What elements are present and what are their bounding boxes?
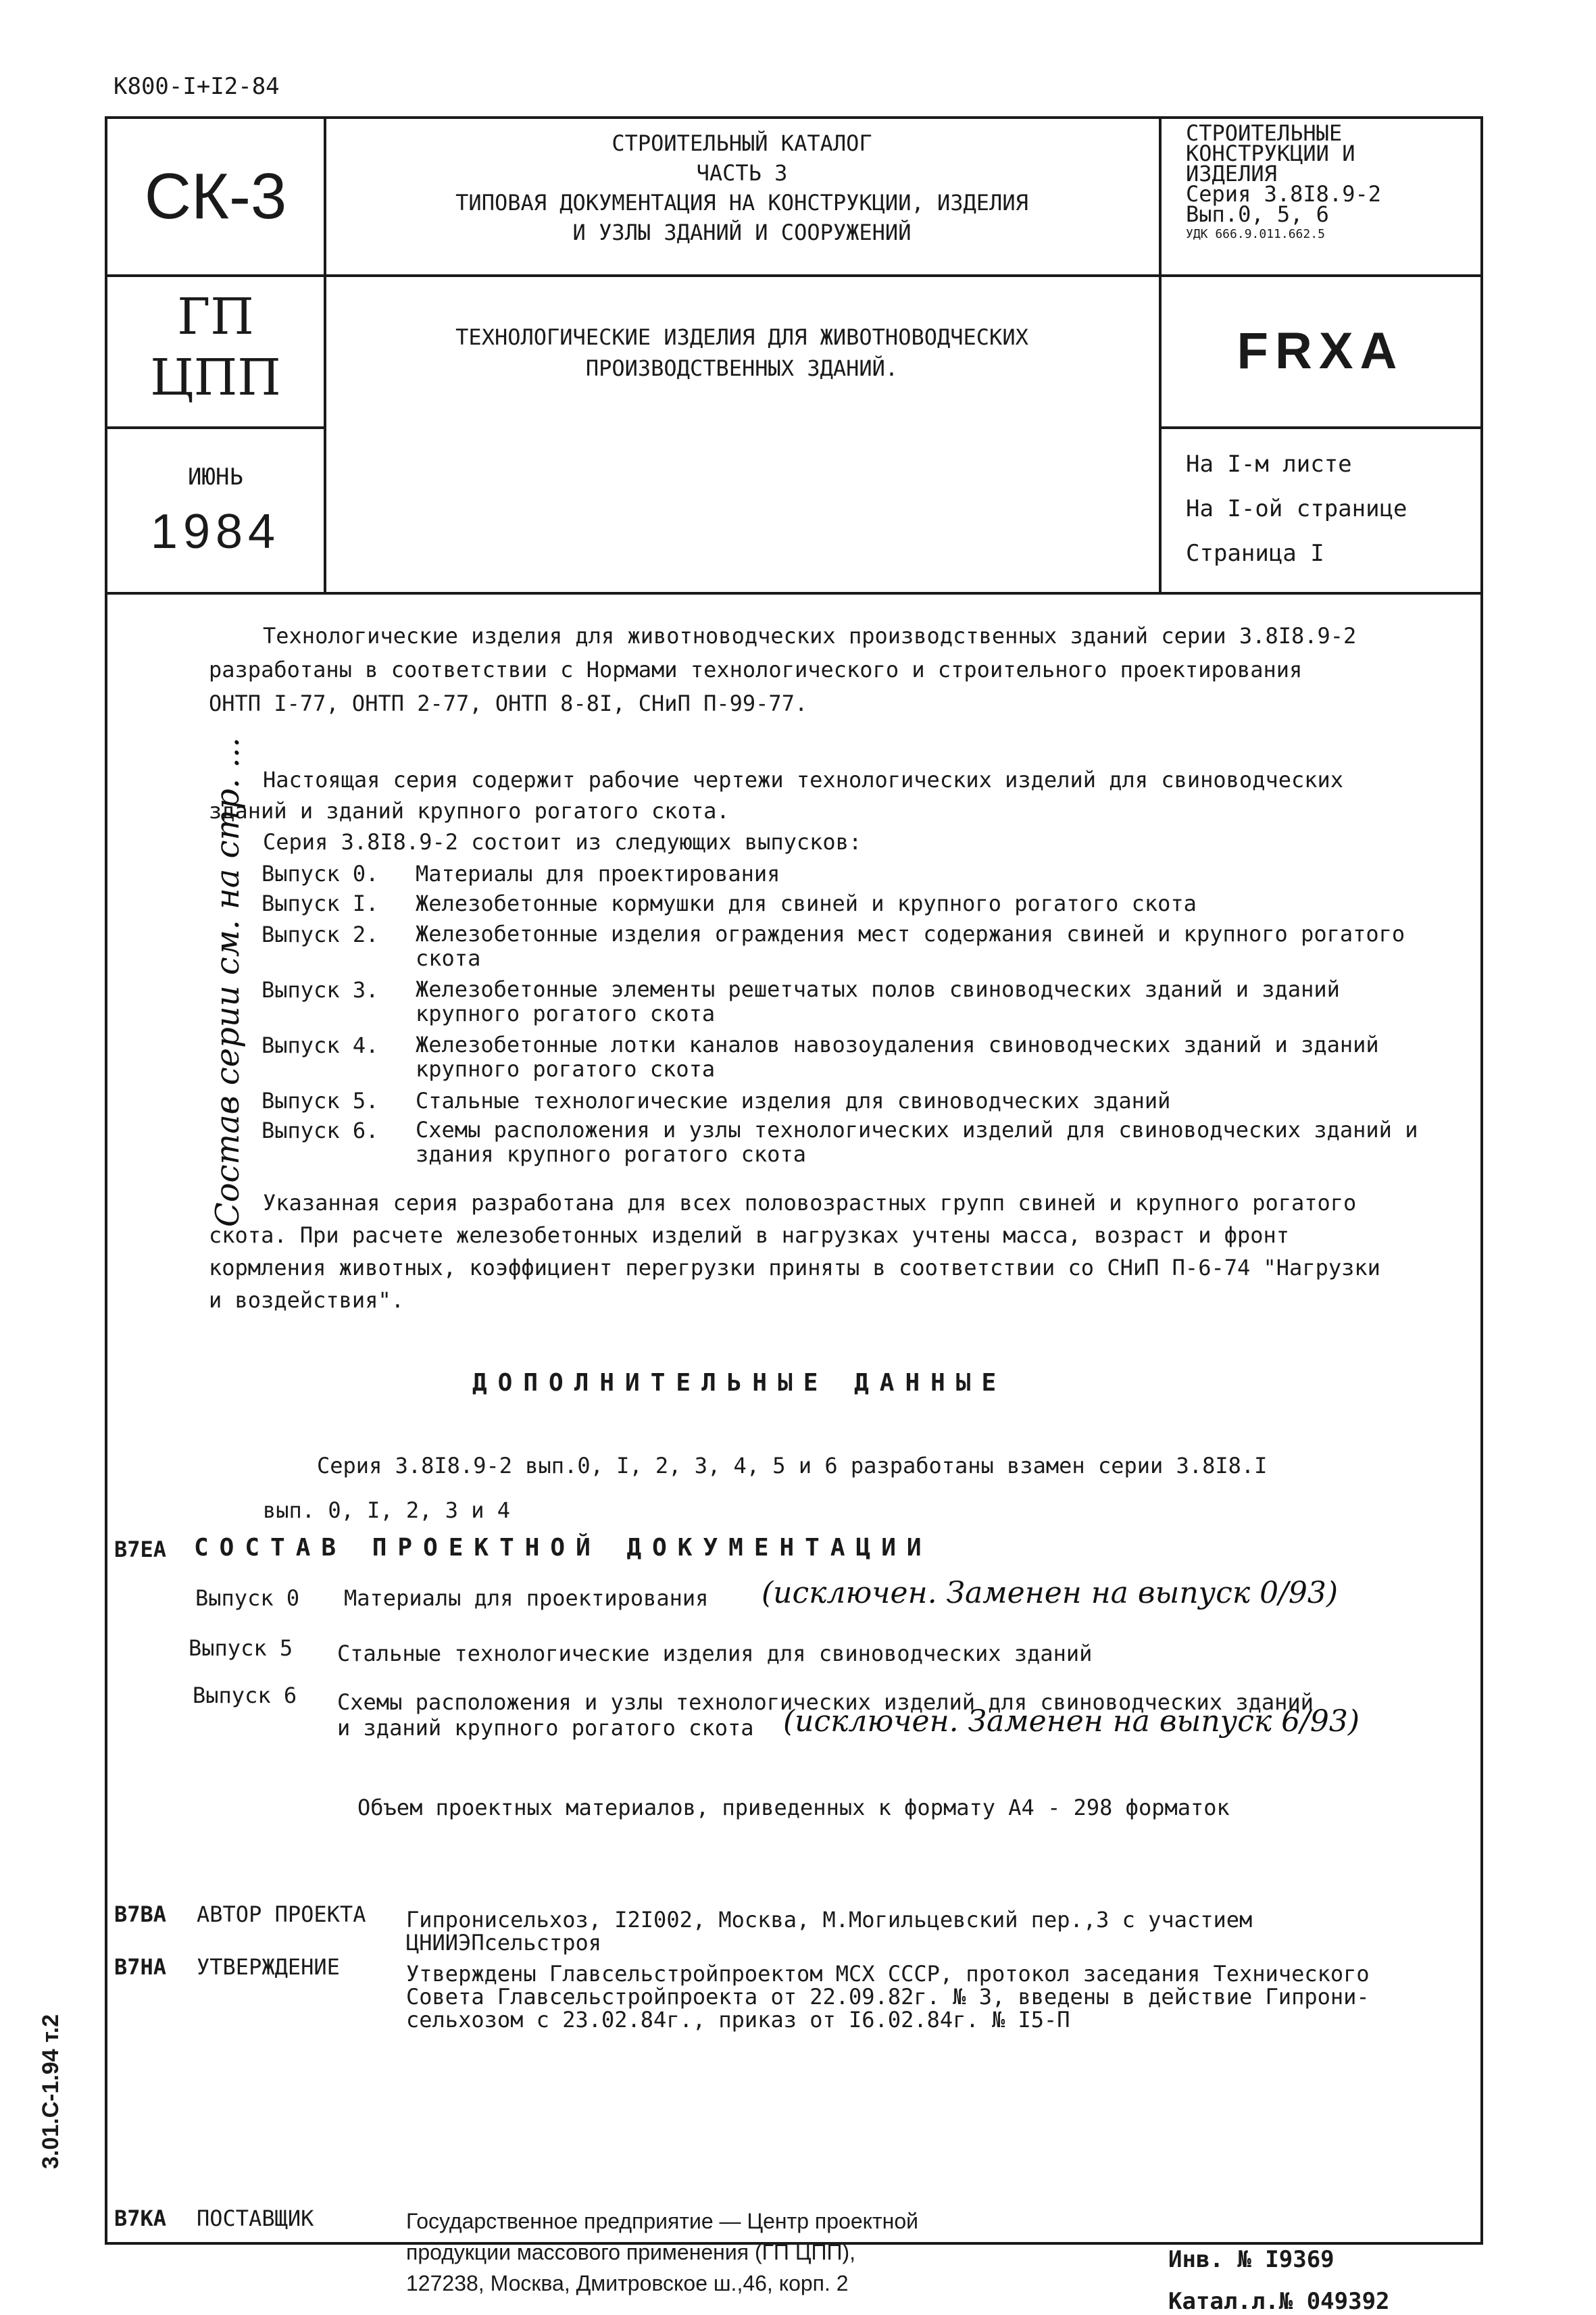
note-line: кормления животных, коэффициент перегрузки приняты в соответствии со СНиП П-6-74 "Нагрузки — [209, 1255, 1380, 1280]
approval-line: Утверждены Главсельстройпроектом МСХ СССР, протокол заседания Технического — [406, 1961, 1370, 1987]
approval-text — [406, 1962, 1467, 2031]
cpp-label: ЦПП — [150, 349, 281, 407]
series-intro — [209, 764, 1479, 857]
supplier-code: В7КА — [114, 2206, 167, 2231]
document-frame — [105, 116, 1483, 2315]
note-line: и воздействия". — [209, 1287, 404, 1313]
author-line: Гипронисельхоз, I2I002, Москва, М.Могильцевский пер.,3 с участием — [406, 1907, 1253, 1933]
composition-handwritten-note: (исключен. Заменен на выпуск 6/93) — [783, 1704, 1360, 1739]
series-intro-line: зданий и зданий крупного рогатого скота. — [209, 798, 730, 824]
supplier-label: ПОСТАВЩИК — [197, 2206, 314, 2231]
author-line: ЦНИИЭПсельстроя — [406, 1930, 601, 1956]
issue-text: Железобетонные изделия ограждения мест содержания свиней и крупного рогатого скота — [416, 921, 1405, 971]
composition-text: Стальные технологические изделия для свиноводческих зданий — [337, 1641, 1093, 1666]
additional-line: вып. 0, I, 2, 3 и 4 — [263, 1497, 511, 1523]
series-intro-line: Настоящая серия содержит рабочие чертежи технологических изделий для свиноводческих — [263, 767, 1344, 793]
composition-label: Выпуск 5 — [189, 1635, 293, 1661]
issue-label: Выпуск I. — [261, 891, 379, 916]
composition-heading: СОСТАВ ПРОЕКТНОЙ ДОКУМЕНТАЦИИ — [194, 1534, 932, 1562]
gp-cpp-block — [107, 287, 324, 408]
issue-label: Выпуск 6. — [261, 1118, 379, 1143]
udk-line: УДК 666.9.011.662.5 — [1186, 227, 1325, 241]
intro-line: ОНТП I-77, ОНТП 2-77, ОНТП 8-8I, СНиП П-99-77. — [209, 691, 808, 716]
issue-label: Выпуск 0. — [261, 861, 379, 887]
side-code: 3.01.С-1.94 т.2 — [38, 2014, 64, 2169]
series-block — [1186, 120, 1470, 245]
supplier-text — [406, 2206, 1082, 2299]
title-line: ТЕХНОЛОГИЧЕСКИЕ ИЗДЕЛИЯ ДЛЯ ЖИВОТНОВОДЧЕСКИХ — [455, 324, 1028, 350]
composition-code: В7ЕА — [114, 1537, 167, 1562]
supplier-line: продукции массового применения (ГП ЦПП), — [406, 2240, 856, 2264]
approval-code: В7НА — [114, 1954, 167, 1980]
issue-label: Выпуск 3. — [261, 977, 379, 1003]
issue-label: Выпуск 4. — [261, 1032, 379, 1058]
issue-text: Стальные технологические изделия для свиноводческих зданий — [416, 1088, 1171, 1114]
additional-line: Серия 3.8I8.9-2 вып.0, I, 2, 3, 4, 5 и 6 разработаны взамен серии 3.8I8.I — [317, 1453, 1268, 1478]
composition-label: Выпуск 0 — [195, 1585, 300, 1611]
supplier-line: Государственное предприятие — Центр проектной — [406, 2209, 918, 2233]
frxa-code: FRXA — [1237, 322, 1404, 380]
sheet-line: Страница I — [1186, 540, 1324, 567]
issue-label: Выпуск 5. — [261, 1088, 379, 1114]
composition-text: Схемы расположения и узлы технологических изделий для свиноводческих зданий — [337, 1689, 1314, 1715]
header-row-line-1 — [107, 274, 1480, 277]
intro-line: разработаны в соответствии с Нормами технологического и строительного проектирования — [209, 657, 1303, 682]
inventory-number: Инв. № I9369 — [1168, 2246, 1335, 2273]
catalog-line: ТИПОВАЯ ДОКУМЕНТАЦИЯ НА КОНСТРУКЦИИ, ИЗДЕЛИЯ — [455, 190, 1028, 216]
sheet-line: На I-ой странице — [1186, 495, 1407, 522]
composition-text: Материалы для проектирования — [344, 1585, 709, 1611]
composition-text-cont: и зданий крупного рогатого скота — [337, 1715, 754, 1741]
catalog-sheet-number: Катал.л.№ 049392 — [1168, 2288, 1390, 2315]
supplier-line: 127238, Москва, Дмитровское ш.,46, корп. 2 — [406, 2271, 849, 2295]
issue-text: Железобетонные кормушки для свиней и крупного рогатого скота — [416, 891, 1197, 916]
series-line: КОНСТРУКЦИИ И — [1186, 141, 1355, 166]
composition-list — [189, 1576, 1466, 1815]
note-paragraph — [209, 1187, 1479, 1316]
header-row-line-2b — [1159, 426, 1480, 429]
catalog-line: И УЗЛЫ ЗДАНИЙ И СООРУЖЕНИЙ — [572, 220, 912, 245]
document-title — [326, 322, 1157, 384]
header-bottom-line — [107, 592, 1480, 595]
sheet-info — [1186, 442, 1407, 576]
author-code: В7ВА — [114, 1901, 167, 1927]
document-code: К800-I+I2-84 — [114, 73, 280, 100]
approval-line: сельхозом с 23.02.84г., приказ от I6.02.84г. № I5-П — [406, 2007, 1070, 2033]
series-line: СТРОИТЕЛЬНЫЕ — [1186, 120, 1343, 146]
catalog-block — [326, 128, 1157, 247]
handwritten-side-note: Состав серии см. на стр. ... — [209, 737, 247, 1227]
year-label: 1984 — [150, 505, 281, 559]
composition-handwritten-note: (исключен. Заменен на выпуск 0/93) — [762, 1576, 1339, 1610]
catalog-line: ЧАСТЬ 3 — [696, 160, 788, 186]
ck-label: СК-3 — [144, 160, 287, 232]
series-intro-line: Серия 3.8I8.9-2 состоит из следующих выпусков: — [263, 829, 862, 855]
author-label: АВТОР ПРОЕКТА — [197, 1901, 366, 1927]
issue-text: Материалы для проектирования — [416, 861, 780, 887]
volume-line: Объем проектных материалов, приведенных к формату А4 - 298 форматок — [357, 1795, 1230, 1820]
issue-text: Железобетонные лотки каналов навозоудаления свиноводческих зданий и зданий крупного рогатого скота — [416, 1032, 1379, 1082]
gp-label: ГП — [177, 288, 254, 346]
intro-paragraph — [209, 619, 1479, 720]
month-label: ИЮНЬ — [188, 464, 243, 491]
issue-label: Выпуск 2. — [261, 922, 379, 947]
intro-line: Технологические изделия для животноводческих производственных зданий серии 3.8I8.9-2 — [263, 623, 1357, 649]
title-line: ПРОИЗВОДСТВЕННЫХ ЗДАНИЙ. — [585, 355, 899, 381]
approval-label: УТВЕРЖДЕНИЕ — [197, 1954, 340, 1980]
note-line: скота. При расчете железобетонных изделий в нагрузках учтены масса, возраст и фронт — [209, 1222, 1290, 1248]
sheet-line: На I-м листе — [1186, 451, 1352, 478]
note-line: Указанная серия разработана для всех половозрастных групп свиней и крупного рогатого — [263, 1190, 1357, 1216]
header-row-line-2 — [107, 426, 324, 429]
catalog-line: СТРОИТЕЛЬНЫЙ КАТАЛОГ — [612, 130, 872, 156]
series-line: ИЗДЕЛИЯ — [1186, 161, 1277, 186]
approval-line: Совета Главсельстройпроекта от 22.09.82г. № 3, введены в действие Гипрони- — [406, 1984, 1370, 2010]
series-line: Вып.0, 5, 6 — [1186, 201, 1329, 227]
composition-label: Выпуск 6 — [193, 1683, 297, 1708]
series-line: Серия 3.8I8.9-2 — [1186, 181, 1381, 207]
author-text — [406, 1908, 1467, 1954]
additional-heading: ДОПОЛНИТЕЛЬНЫЕ ДАННЫЕ — [472, 1369, 1007, 1397]
issue-text: Железобетонные элементы решетчатых полов свиноводческих зданий и зданий крупного рогатого скота — [416, 976, 1340, 1026]
additional-paragraph — [263, 1443, 1479, 1533]
issue-text: Схемы расположения и узлы технологических изделий для свиноводческих зданий и здания крупного рогатого скота — [416, 1117, 1418, 1167]
